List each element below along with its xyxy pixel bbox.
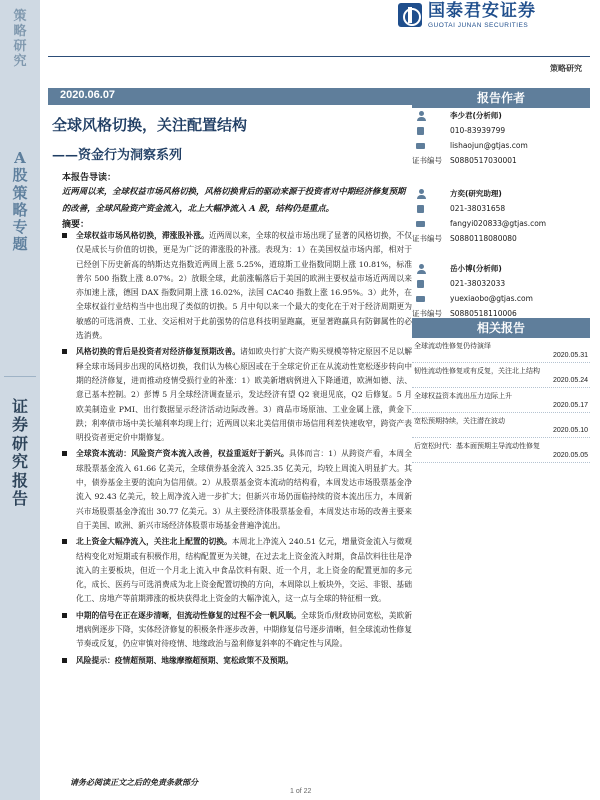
logo-chinese-name: 国泰君安证券 <box>428 1 536 21</box>
bullet-text: 全球货币/财政协同宽松，美欧新增病例逐步下降，实体经济修复的积极条件逐步改善，中期修复信号逐步清晰，但全球流动性修复节奏或反复，仍应审慎对待疫情、地缘政治与盈利修复斜率的不确定性与风险。 <box>76 610 412 649</box>
strip-char: 报 <box>11 470 28 490</box>
related-report-title[interactable]: 后宽松时代：基本面预期主导流动性修复 <box>414 442 540 450</box>
related-report-title[interactable]: 宽松预期持续，关注潜在波动 <box>414 417 505 425</box>
author-cert: S0880517030001 <box>450 156 517 165</box>
strip-category-label <box>0 10 40 70</box>
related-report-title[interactable]: 韧性流动性修复或有反复，关注北上结构 <box>414 367 540 375</box>
author-email[interactable]: lishaojun@gtjas.com <box>450 141 528 150</box>
strip-char: A <box>14 149 26 167</box>
author-card <box>412 261 590 321</box>
summary-bullet <box>60 609 412 652</box>
phone-icon <box>417 127 424 135</box>
related-report-title[interactable]: 全球流动性修复仍待演绎 <box>414 342 491 350</box>
summary-bullet <box>60 447 412 533</box>
related-report-item[interactable] <box>412 363 590 388</box>
related-report-date: 2020.05.10 <box>552 427 588 434</box>
header-rule <box>48 56 590 57</box>
report-category: 策略研究 <box>550 64 582 73</box>
author-phone: 010-83939799 <box>450 126 506 135</box>
report-date: 2020.06.07 <box>60 89 116 101</box>
strip-char: 略 <box>12 200 28 219</box>
strip-doc-type-label <box>0 398 40 508</box>
cert-label: 证书编号 <box>412 234 442 243</box>
email-icon <box>416 143 425 149</box>
summary-bullet <box>60 229 412 343</box>
strip-char: 略 <box>13 23 27 39</box>
strip-divider <box>4 376 36 377</box>
cert-label: 证书编号 <box>412 156 442 165</box>
authors-heading: 报告作者 <box>412 88 590 108</box>
bullet-text: 本周北上净流入 240.51 亿元，增量资金流入与微观结构变化对短期或有积极作用，结构配置更为关键，在过去北上资金流入时期，食品饮料往往是净流入的主要板块，但近一个月北上流入中食品饮料有限、近一个月，北上资金的配置更加的多元化，成长、医药与可选消费成为北上资金配置切换的方向，本周除以上板块外，交运、非银、基础化工、房地产等前期滞涨的板块获得北上资金的大幅净流入，这一点与全球的特征相一致。 <box>76 537 412 604</box>
strip-char: 专 <box>12 218 28 236</box>
related-report-date: 2020.05.05 <box>552 452 588 459</box>
summary-bullet <box>60 345 412 445</box>
bullet-lead: 中期的信号在正在逐步清晰，但流动性修复的过程不会一帆风顺。 <box>76 610 301 620</box>
related-report-item[interactable] <box>412 413 590 438</box>
author-card <box>412 186 590 246</box>
author-cert: S0880118080080 <box>450 234 517 243</box>
report-title: 全球风格切换，关注配置结构 <box>52 116 248 134</box>
author-name: 方奕(研究助理) <box>450 189 502 198</box>
related-report-date: 2020.05.17 <box>552 402 588 409</box>
email-icon <box>416 221 425 227</box>
strip-char: 股 <box>12 166 28 185</box>
logo-english-name: GUOTAI JUNAN SECURITIES <box>428 22 529 29</box>
bullet-lead: 风格切换的背后是投资者对经济修复预期改善。 <box>76 347 241 357</box>
bullet-lead: 风险提示： <box>76 655 115 665</box>
strip-char: 研 <box>13 38 27 54</box>
related-report-item[interactable] <box>412 388 590 413</box>
bullet-lead: 全球资本流动：风险资产资本流入改善，权益重返好于新兴。 <box>76 449 289 459</box>
bullet-text: 疫情超预期、地缘摩擦超预期、宽松政策不及预期。 <box>114 655 294 665</box>
guide-heading: 本报告导读： <box>62 173 117 183</box>
strip-char: 证 <box>11 397 28 416</box>
report-subtitle: ——资金行为洞察系列 <box>52 148 183 163</box>
strip-char: 研 <box>11 433 28 453</box>
author-cert: S0880518110006 <box>450 309 517 318</box>
author-phone: 021-38032033 <box>450 279 506 288</box>
summary-heading: 摘要： <box>62 220 90 230</box>
phone-icon <box>417 205 424 213</box>
bullet-text: 具体而言：1）从跨资产看，本周全球股票基金流入 61.66 亿美元，全球债券基金流入 325.35 亿美元，均较上周流入明显扩大。其中，债券基金主要的流向为信用债。2）从股票基金资本流动的结构看，本周发达市场股票基金净流入 92.43 亿美元，较上周净流入进一步扩大；但新兴市场仍面临持续的资本流出压力，本周新兴市场股票基金净流出 30.77 亿美元。3）从主要经济体股票基金看，本周发达市场的改善主要来自于美国、欧洲、新兴市场经济体股票市场基金普遍净流出。 <box>76 449 412 530</box>
related-reports-heading: 相关报告 <box>412 318 590 338</box>
author-email[interactable]: yuexiaobo@gtjas.com <box>450 294 533 303</box>
strip-char: 究 <box>11 452 28 472</box>
related-report-item[interactable] <box>412 338 590 363</box>
author-name: 李少君(分析师) <box>450 111 502 120</box>
cert-label: 证书编号 <box>412 309 442 318</box>
left-sidebar-strip <box>0 0 40 800</box>
related-report-title[interactable]: 全球权益资本流出压力边际上升 <box>414 392 512 400</box>
bullet-lead: 北上资金大幅净流入，关注北上配置的切换。 <box>76 537 232 547</box>
author-name: 岳小博(分析师) <box>450 264 502 273</box>
page-number: 1 of 22 <box>290 788 312 795</box>
email-icon <box>416 296 425 302</box>
strip-char: 策 <box>13 9 27 24</box>
person-icon <box>416 189 426 199</box>
bullet-text: 诸如欧央行扩大资产购买规模等特定原因不足以解释全球市场同步出现的风格切换，我们认为核心原因或在于全球定价正在从流动性宽松逐步转向中期的经济修复，进而推动疫情受损行业的补涨：1）欧美新增病例进入下降通道，欧洲如德、法、意已基本控制。2）彭博 5 月全球经济调查显示，发达经济有望 Q2 衰退见底，Q2 后修复。5 月欧美制造业 PMI、出行数据显示经济活动边际改善。3）商品市场原油、工业金属上涨，黄金下跌；利率债市场中美长端利率均现上行；近两周以来北美信用债市场信用利差快速收窄，跨资产表明投资者更定价中期修复。 <box>76 347 412 443</box>
date-bar <box>48 88 412 105</box>
author-email[interactable]: fangyi020833@gtjas.com <box>450 219 547 228</box>
summary-bullets <box>60 229 412 670</box>
company-logo <box>398 1 536 30</box>
related-report-item[interactable] <box>412 438 590 463</box>
logo-mark-icon <box>398 3 422 27</box>
strip-char: 告 <box>11 488 28 508</box>
phone-icon <box>417 280 424 288</box>
summary-bullet <box>60 535 412 606</box>
author-card <box>412 108 590 168</box>
bullet-lead: 全球权益市场风格切换，滞涨股补涨。 <box>76 231 209 240</box>
person-icon <box>416 264 426 274</box>
disclaimer-note: 请务必阅读正文之后的免责条款部分 <box>70 777 198 787</box>
summary-bullet <box>60 654 412 668</box>
guide-text: 近两周以来，全球权益市场风格切换，风格切换背后的驱动来源于投资者对中期经济修复预期的改善，全球风险资产资金流入，北上大幅净流入 A 股，结构仍是重点。 <box>62 186 406 213</box>
strip-char: 究 <box>13 53 27 69</box>
strip-topic-label <box>0 150 40 254</box>
strip-char: 策 <box>12 183 28 202</box>
strip-char: 券 <box>11 415 28 435</box>
author-phone: 021-38031658 <box>450 204 506 213</box>
strip-char: 题 <box>12 235 28 254</box>
related-report-date: 2020.05.31 <box>552 352 588 359</box>
bullet-text: 近两周以来，全球的权益市场出现了显著的风格切换，不仅仅是成长与价值的切换，更是为广泛的滞涨股的补涨。表现为：1）在美国权益市场内部，相对于已经创下历史新高的纳斯达克指数近两周上涨 5.25%，道琼斯工业指数同期上涨 10.81%，标准普尔 500 指数上涨 8.07%。2）放眼全球，此前涨幅落后于美国的欧洲主要权益市场近两周以来亦加速上涨，德国 DAX 指数同期上涨 16.02%，法国 CAC40 指数上涨 16.95%。3）此外，在全球权益行业结构当中也出现了类似的切换。5 月中旬以来一个最大的变化在于对于经济周期更为敏感的可选消费、工业、交运相对于此前强势的信息科技明显跑赢，更显著跑赢具有防御属性的必选消费。 <box>76 231 412 341</box>
related-reports-list <box>412 338 590 463</box>
person-icon <box>416 111 426 121</box>
related-report-date: 2020.05.24 <box>552 377 588 384</box>
